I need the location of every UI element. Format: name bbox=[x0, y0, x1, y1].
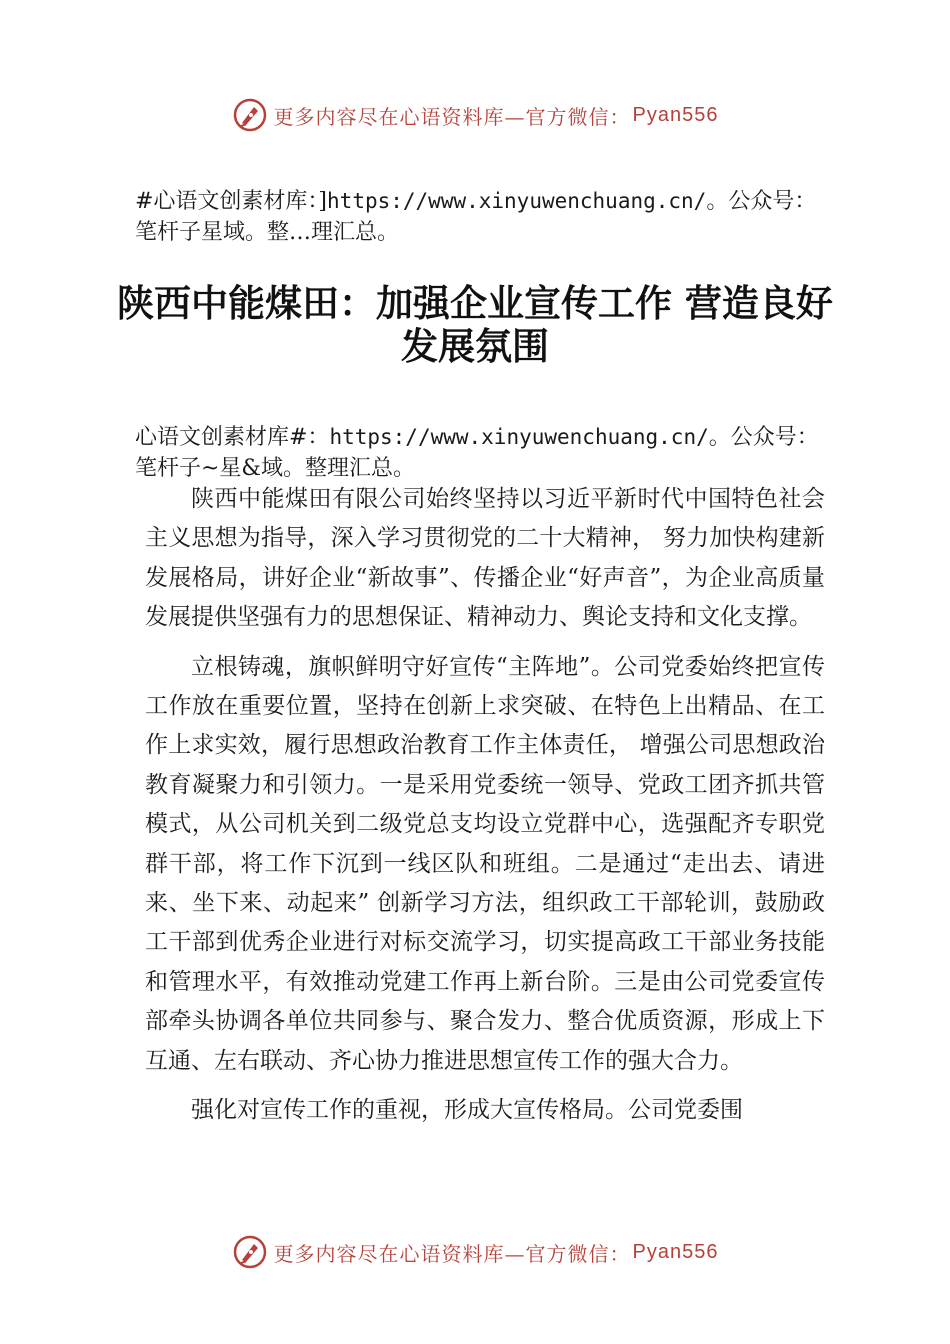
banner-wechat-id: Pyan556 bbox=[632, 103, 719, 126]
paragraph: 陕西中能煤田有限公司始终坚持以习近平新时代中国特色社会主义思想为指导，深入学习贯彻党的二十大精神， 努力加快构建新发展格局，讲好企业“新故事”、传播企业“好声音”，为企业高质量发展提供坚强有力的思想保证、精神动力、舆论支持和文化支撑。 bbox=[145, 486, 825, 631]
banner-wechat-id: Pyan556 bbox=[632, 1240, 719, 1263]
document-title: 陕西中能煤田：加强企业宣传工作 营造良好发展氛围 bbox=[117, 281, 833, 368]
banner-text: 更多内容尽在心语资料库—官方微信： bbox=[273, 104, 631, 129]
paragraph: 立根铸魂，旗帜鲜明守好宣传“主阵地”。公司党委始终把宣传工作放在重要位置，坚持在创新上求突破、在特色上出精品、在工作上求实效，履行思想政治教育工作主体责任， 增强公司思想政治教育凝聚力和引领力。一是采用党委统一领导、党政工团齐抓共管模式，从公司机关到二级党总支均设立党群中心，选强配齐专职党群干部，将工作下沉到一线区队和班组。二是通过“走出去、请进来、坐下来、动起来” 创新学习方法，组织政工干部轮训，鼓励政工干部到优秀企业进行对标交流学习，切实提高政工干部业务技能和管理水平，有效推动党建工作再上新台阶。三是由公司党委宣传部牵头协调各单位共同参与、聚合发力、整合优质资源，形成上下互通、左右联动、齐心协力推进思想宣传工作的强大合力。 bbox=[145, 653, 825, 1074]
article-body bbox=[145, 480, 825, 1141]
banner-text: 更多内容尽在心语资料库—官方微信： bbox=[273, 1241, 631, 1266]
source-suffix: 。公众号：笔杆子星域。整…理汇总。 bbox=[135, 189, 817, 245]
source-url: https://www.xinyuwenchuang.cn/ bbox=[327, 189, 707, 213]
source-note-top bbox=[135, 186, 835, 248]
source-prefix: #心语文创素材库：] bbox=[135, 189, 328, 214]
pen-nib-logo-icon bbox=[232, 97, 268, 133]
pen-nib-logo-icon bbox=[232, 1234, 268, 1270]
source-url: https://www.xinyuwenchuang.cn/ bbox=[329, 425, 709, 449]
footer-banner bbox=[0, 1232, 950, 1272]
source-note-second bbox=[135, 422, 835, 484]
source-prefix: 心语文创素材库#： bbox=[135, 425, 330, 450]
paragraph: 强化对宣传工作的重视，形成大宣传格局。公司党委围 bbox=[191, 1097, 743, 1124]
source-suffix: 。公众号：笔杆子~星&域。整理汇总。 bbox=[135, 425, 819, 481]
header-banner bbox=[0, 95, 950, 135]
